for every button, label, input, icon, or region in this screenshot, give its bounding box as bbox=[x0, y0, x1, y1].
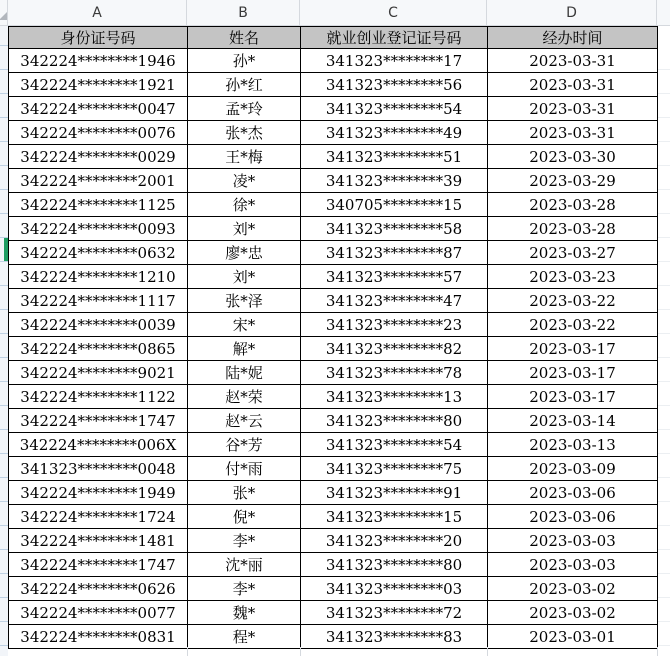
table-row bbox=[9, 121, 658, 145]
table-row bbox=[9, 553, 658, 577]
row-header[interactable] bbox=[0, 310, 8, 334]
row-header[interactable] bbox=[0, 118, 8, 142]
table-row bbox=[9, 625, 658, 649]
cert-cell[interactable]: 341323********58 bbox=[301, 217, 488, 241]
select-all-corner[interactable] bbox=[0, 0, 8, 26]
id-cell[interactable]: 342224********0076 bbox=[9, 121, 188, 145]
row-header[interactable] bbox=[0, 502, 8, 526]
row-header[interactable] bbox=[0, 598, 8, 622]
gridline bbox=[657, 647, 658, 656]
cert-cell[interactable]: 341323********91 bbox=[301, 481, 488, 505]
name-cell[interactable]: 孙* bbox=[188, 49, 301, 73]
table-row bbox=[9, 265, 658, 289]
header-cell-id[interactable]: 身份证号码 bbox=[9, 27, 188, 49]
row-header[interactable] bbox=[0, 622, 8, 646]
id-cell[interactable]: 342224********0029 bbox=[9, 145, 188, 169]
row-header[interactable] bbox=[0, 286, 8, 310]
table-row bbox=[9, 505, 658, 529]
cert-cell[interactable]: 341323********47 bbox=[301, 289, 488, 313]
name-cell[interactable]: 解* bbox=[188, 337, 301, 361]
table-row bbox=[9, 433, 658, 457]
name-cell[interactable]: 赵*荣 bbox=[188, 385, 301, 409]
date-cell[interactable]: 2023-03-17 bbox=[488, 385, 658, 409]
column-letter-bar bbox=[0, 0, 670, 26]
table-row bbox=[9, 169, 658, 193]
date-cell[interactable]: 2023-03-31 bbox=[488, 49, 658, 73]
date-cell[interactable]: 2023-03-17 bbox=[488, 361, 658, 385]
date-cell[interactable]: 2023-03-31 bbox=[488, 121, 658, 145]
cert-cell[interactable]: 341323********15 bbox=[301, 505, 488, 529]
date-cell[interactable]: 2023-03-06 bbox=[488, 505, 658, 529]
date-cell[interactable]: 2023-03-03 bbox=[488, 553, 658, 577]
cert-cell[interactable]: 340705********15 bbox=[301, 193, 488, 217]
row-header[interactable] bbox=[0, 406, 8, 430]
name-cell[interactable]: 赵*云 bbox=[188, 409, 301, 433]
cert-cell[interactable]: 341323********75 bbox=[301, 457, 488, 481]
date-cell[interactable]: 2023-03-22 bbox=[488, 313, 658, 337]
id-cell[interactable]: 342224********1946 bbox=[9, 49, 188, 73]
row-header[interactable] bbox=[0, 166, 8, 190]
row-header[interactable] bbox=[0, 190, 8, 214]
name-cell[interactable]: 倪* bbox=[188, 505, 301, 529]
column-letter-a[interactable]: A bbox=[8, 0, 187, 26]
id-cell[interactable]: 341323********0048 bbox=[9, 457, 188, 481]
table-row bbox=[9, 577, 658, 601]
gridline bbox=[187, 647, 188, 656]
name-cell[interactable]: 凌* bbox=[188, 169, 301, 193]
row-header[interactable] bbox=[0, 574, 8, 598]
cert-cell[interactable]: 341323********56 bbox=[301, 73, 488, 97]
id-cell[interactable]: 342224********1122 bbox=[9, 385, 188, 409]
id-cell[interactable]: 342224********1210 bbox=[9, 265, 188, 289]
table-row bbox=[9, 457, 658, 481]
gridline bbox=[300, 647, 301, 656]
row-header[interactable] bbox=[0, 214, 8, 238]
row-header[interactable] bbox=[0, 430, 8, 454]
column-letter-d[interactable]: D bbox=[487, 0, 657, 26]
header-cell-date[interactable]: 经办时间 bbox=[488, 27, 658, 49]
select-all-triangle-icon bbox=[0, 12, 7, 20]
cert-cell[interactable]: 341323********57 bbox=[301, 265, 488, 289]
row-header[interactable] bbox=[0, 358, 8, 382]
name-cell[interactable]: 徐* bbox=[188, 193, 301, 217]
name-cell[interactable]: 刘* bbox=[188, 217, 301, 241]
cert-cell[interactable]: 341323********03 bbox=[301, 577, 488, 601]
name-cell[interactable]: 魏* bbox=[188, 601, 301, 625]
table-row bbox=[9, 313, 658, 337]
row-header[interactable] bbox=[0, 70, 8, 94]
id-cell[interactable]: 342224********1949 bbox=[9, 481, 188, 505]
table-row bbox=[9, 49, 658, 73]
name-cell[interactable]: 王*梅 bbox=[188, 145, 301, 169]
id-cell[interactable]: 342224********1117 bbox=[9, 289, 188, 313]
name-cell[interactable]: 李* bbox=[188, 529, 301, 553]
cert-cell[interactable]: 341323********13 bbox=[301, 385, 488, 409]
name-cell[interactable]: 程* bbox=[188, 625, 301, 649]
column-letter-c[interactable]: C bbox=[300, 0, 487, 26]
table-row bbox=[9, 361, 658, 385]
name-cell[interactable]: 张*泽 bbox=[188, 289, 301, 313]
column-letter-b[interactable]: B bbox=[187, 0, 300, 26]
table-row bbox=[9, 409, 658, 433]
header-cell-cert[interactable]: 就业创业登记证号码 bbox=[301, 27, 488, 49]
header-cell-name[interactable]: 姓名 bbox=[188, 27, 301, 49]
cert-cell[interactable]: 341323********51 bbox=[301, 145, 488, 169]
row-header[interactable] bbox=[0, 46, 8, 70]
date-cell[interactable]: 2023-03-28 bbox=[488, 193, 658, 217]
id-cell[interactable]: 342224********006X bbox=[9, 433, 188, 457]
row-header[interactable] bbox=[0, 550, 8, 574]
id-cell[interactable]: 342224********0626 bbox=[9, 577, 188, 601]
name-cell[interactable]: 刘* bbox=[188, 265, 301, 289]
date-cell[interactable]: 2023-03-14 bbox=[488, 409, 658, 433]
table-row bbox=[9, 97, 658, 121]
row-header-column bbox=[0, 26, 8, 656]
id-cell[interactable]: 342224********1481 bbox=[9, 529, 188, 553]
row-header[interactable] bbox=[0, 142, 8, 166]
name-cell[interactable]: 张* bbox=[188, 481, 301, 505]
id-cell[interactable]: 342224********1747 bbox=[9, 409, 188, 433]
table-row bbox=[9, 601, 658, 625]
date-cell[interactable]: 2023-03-22 bbox=[488, 289, 658, 313]
cert-cell[interactable]: 341323********83 bbox=[301, 625, 488, 649]
date-cell[interactable]: 2023-03-30 bbox=[488, 145, 658, 169]
table-row bbox=[9, 337, 658, 361]
date-cell[interactable]: 2023-03-09 bbox=[488, 457, 658, 481]
id-cell[interactable]: 342224********0632 bbox=[9, 241, 188, 265]
id-cell[interactable]: 342224********0077 bbox=[9, 601, 188, 625]
date-cell[interactable]: 2023-03-31 bbox=[488, 97, 658, 121]
table-header-row bbox=[9, 27, 658, 49]
row-header[interactable] bbox=[0, 646, 8, 656]
row-header[interactable] bbox=[0, 334, 8, 358]
cert-cell[interactable]: 341323********54 bbox=[301, 97, 488, 121]
row-header[interactable] bbox=[0, 26, 8, 46]
id-cell[interactable]: 342224********0039 bbox=[9, 313, 188, 337]
cert-cell[interactable]: 341323********72 bbox=[301, 601, 488, 625]
date-cell[interactable]: 2023-03-17 bbox=[488, 337, 658, 361]
table-row bbox=[9, 481, 658, 505]
name-cell[interactable]: 李* bbox=[188, 577, 301, 601]
cert-cell[interactable]: 341323********20 bbox=[301, 529, 488, 553]
id-cell[interactable]: 342224********1724 bbox=[9, 505, 188, 529]
name-cell[interactable]: 沈*丽 bbox=[188, 553, 301, 577]
table-row bbox=[9, 241, 658, 265]
name-cell[interactable]: 谷*芳 bbox=[188, 433, 301, 457]
table-row bbox=[9, 289, 658, 313]
row-header[interactable] bbox=[0, 262, 8, 286]
cert-cell[interactable]: 341323********49 bbox=[301, 121, 488, 145]
column-e-gridlines bbox=[658, 46, 670, 646]
id-cell[interactable]: 342224********0047 bbox=[9, 97, 188, 121]
row-header[interactable] bbox=[0, 94, 8, 118]
cert-cell[interactable]: 341323********17 bbox=[301, 49, 488, 73]
date-cell[interactable]: 2023-03-01 bbox=[488, 625, 658, 649]
table-row bbox=[9, 217, 658, 241]
date-cell[interactable]: 2023-03-29 bbox=[488, 169, 658, 193]
row-header[interactable] bbox=[0, 382, 8, 406]
table-row bbox=[9, 385, 658, 409]
cert-cell[interactable]: 341323********78 bbox=[301, 361, 488, 385]
date-cell[interactable]: 2023-03-31 bbox=[488, 73, 658, 97]
name-cell[interactable]: 廖*忠 bbox=[188, 241, 301, 265]
row-header[interactable] bbox=[0, 454, 8, 478]
data-table bbox=[8, 26, 658, 649]
cert-cell[interactable]: 341323********87 bbox=[301, 241, 488, 265]
name-cell[interactable]: 孙*红 bbox=[188, 73, 301, 97]
row-header[interactable] bbox=[0, 526, 8, 550]
table-row bbox=[9, 529, 658, 553]
cert-cell[interactable]: 341323********80 bbox=[301, 553, 488, 577]
gridline bbox=[487, 647, 488, 656]
row-header[interactable] bbox=[0, 478, 8, 502]
id-cell[interactable]: 342224********0093 bbox=[9, 217, 188, 241]
id-cell[interactable]: 342224********1921 bbox=[9, 73, 188, 97]
name-cell[interactable]: 张*杰 bbox=[188, 121, 301, 145]
name-cell[interactable]: 孟*玲 bbox=[188, 97, 301, 121]
cert-cell[interactable]: 341323********23 bbox=[301, 313, 488, 337]
table-row bbox=[9, 73, 658, 97]
cert-cell[interactable]: 341323********54 bbox=[301, 433, 488, 457]
date-cell[interactable]: 2023-03-23 bbox=[488, 265, 658, 289]
name-cell[interactable]: 付*雨 bbox=[188, 457, 301, 481]
table-row bbox=[9, 193, 658, 217]
date-cell[interactable]: 2023-03-13 bbox=[488, 433, 658, 457]
date-cell[interactable]: 2023-03-02 bbox=[488, 601, 658, 625]
cert-cell[interactable]: 341323********39 bbox=[301, 169, 488, 193]
date-cell[interactable]: 2023-03-27 bbox=[488, 241, 658, 265]
cert-cell[interactable]: 341323********80 bbox=[301, 409, 488, 433]
id-cell[interactable]: 342224********1125 bbox=[9, 193, 188, 217]
date-cell[interactable]: 2023-03-02 bbox=[488, 577, 658, 601]
column-letter-e-sliver[interactable] bbox=[657, 0, 670, 26]
id-cell[interactable]: 342224********1747 bbox=[9, 553, 188, 577]
id-cell[interactable]: 342224********0865 bbox=[9, 337, 188, 361]
date-cell[interactable]: 2023-03-06 bbox=[488, 481, 658, 505]
name-cell[interactable]: 宋* bbox=[188, 313, 301, 337]
id-cell[interactable]: 342224********9021 bbox=[9, 361, 188, 385]
name-cell[interactable]: 陆*妮 bbox=[188, 361, 301, 385]
cert-cell[interactable]: 341323********82 bbox=[301, 337, 488, 361]
date-cell[interactable]: 2023-03-28 bbox=[488, 217, 658, 241]
id-cell[interactable]: 342224********0831 bbox=[9, 625, 188, 649]
table-row bbox=[9, 145, 658, 169]
date-cell[interactable]: 2023-03-03 bbox=[488, 529, 658, 553]
row-header[interactable] bbox=[0, 238, 8, 262]
id-cell[interactable]: 342224********2001 bbox=[9, 169, 188, 193]
